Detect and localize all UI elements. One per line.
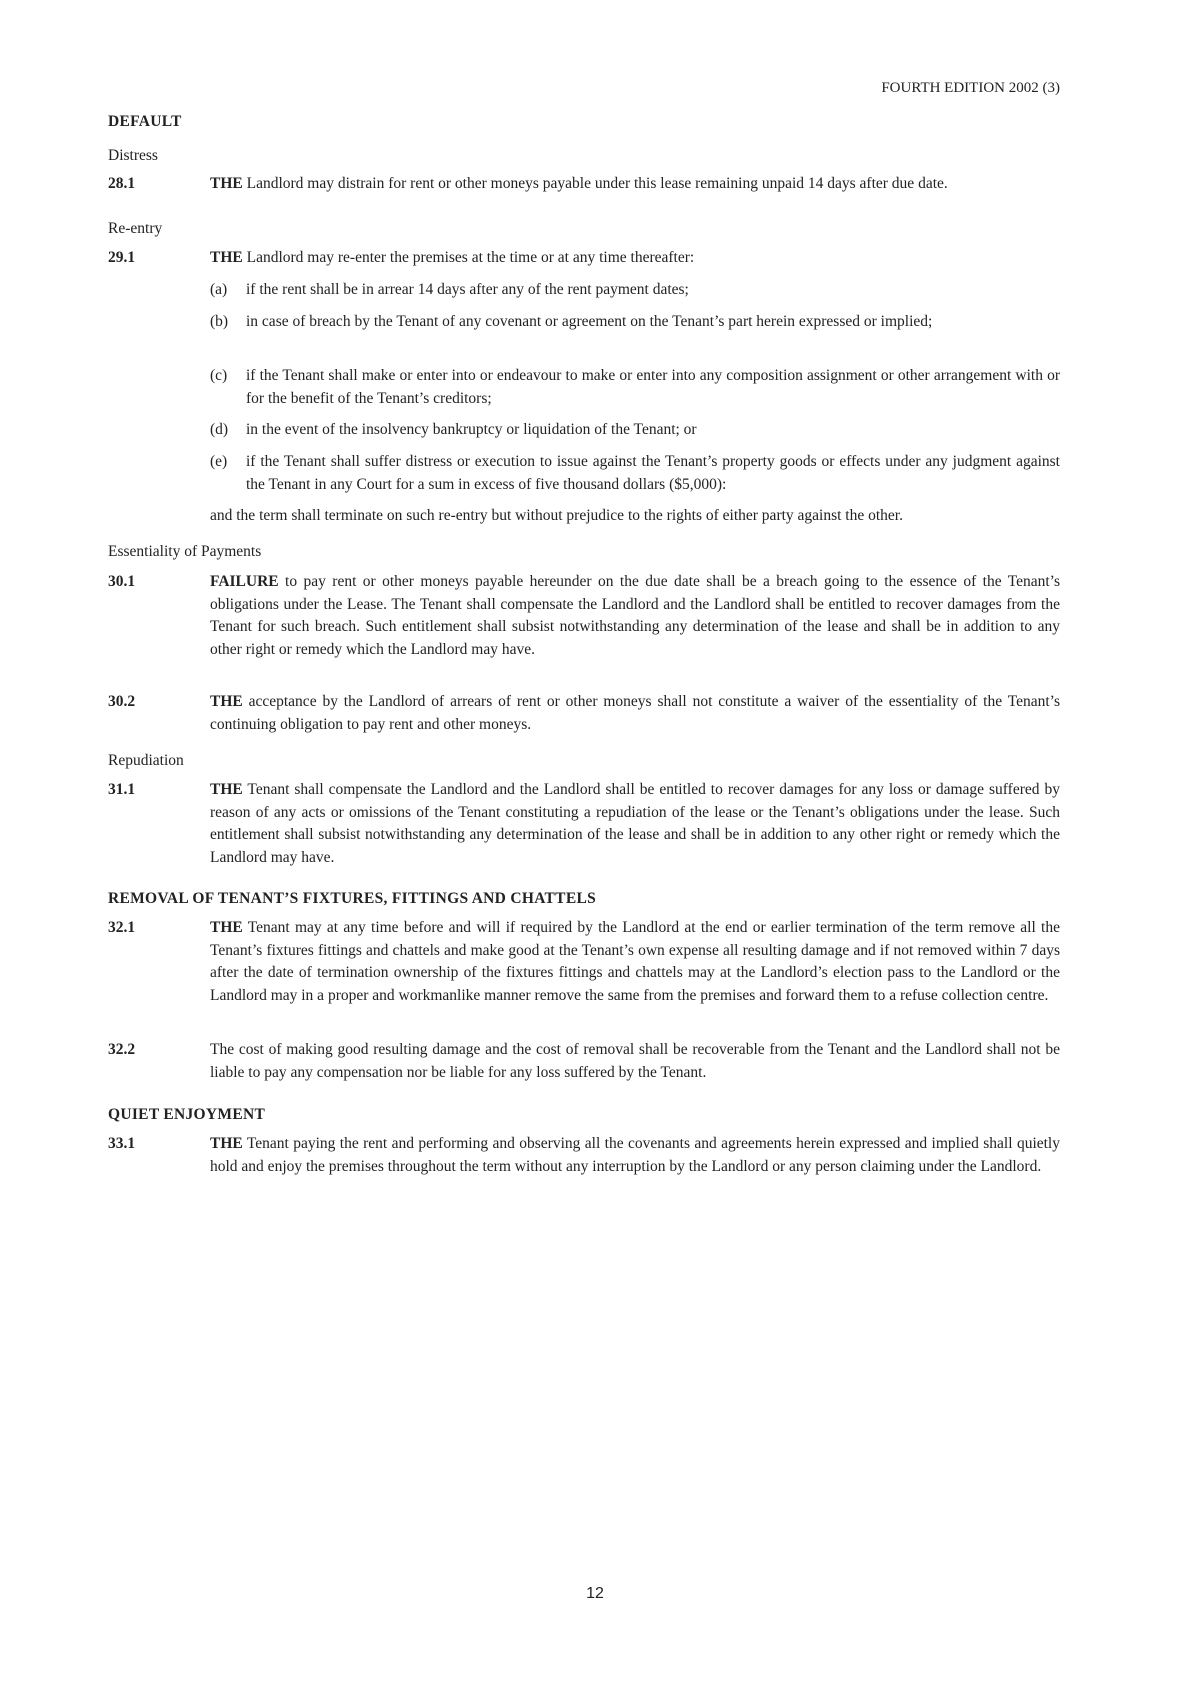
clause-text: to pay rent or other moneys payable hereunder on the due date shall be a breach going to the essence of the Tenant’s obligations under the Lease. The Tenant shall compensate the Landlord and the Landlord shall be entitled to recover damages from the Tenant for such breach. Such entitlement shall subsist notwithstanding any determination of the lease and shall be in addition to any other right or remedy which the Landlord may have. [210,573,1060,658]
subheading-reentry: Re-entry [108,220,163,237]
clause-28-1 [108,173,1060,196]
item-label: (b) [210,313,229,330]
clause-text: Tenant paying the rent and performing and observing all the covenants and agreements herein expressed and implied shall quietly hold and enjoy the premises throughout the term without any interruption by the Landlord or any person claiming under the Landlord. [210,1135,1060,1175]
clause-lead: THE [210,175,243,192]
item-label: (c) [210,367,228,384]
clause-number: 30.2 [108,693,136,710]
item-text: if the Tenant shall suffer distress or execution to issue against the Tenant’s property goods or effects under any judgment against the Tenant in any Court for a sum in excess of five thousand dollars ($5,000): [246,453,1060,493]
item-label: (e) [210,453,228,470]
clause-lead: THE [210,693,243,710]
clause-number: 32.2 [108,1041,136,1058]
clause-lead: THE [210,919,243,936]
clause-number: 31.1 [108,781,136,798]
clause-33-1 [108,1133,1060,1178]
clause-32-2 [108,1039,1060,1084]
clause-text: acceptance by the Landlord of arrears of rent or other moneys shall not constitute a waiver of the essentiality of the Tenant’s continuing obligation to pay rent and other moneys. [210,693,1060,733]
section-heading-removal: REMOVAL OF TENANT’S FIXTURES, FITTINGS AND CHATTELS [108,890,597,907]
clause-number: 29.1 [108,249,136,266]
item-label: (a) [210,281,228,298]
list-item [210,451,1060,496]
subheading-repudiation: Repudiation [108,752,184,769]
clause-30-1 [108,571,1060,661]
clause-29-1 [108,247,1060,270]
clause-text: Landlord may re-enter the premises at the time or at any time thereafter: [242,249,695,266]
subheading-distress: Distress [108,147,158,164]
item-text: in the event of the insolvency bankruptcy or liquidation of the Tenant; or [246,421,697,438]
clause-31-1 [108,779,1060,869]
list-item [210,419,1060,442]
reentry-closing: and the term shall terminate on such re-entry but without prejudice to the rights of either party against the other. [210,507,903,524]
clause-text: Landlord may distrain for rent or other moneys payable under this lease remaining unpaid 14 days after due date. [242,175,948,192]
clause-text: The cost of making good resulting damage and the cost of removal shall be recoverable from the Tenant and the Landlord shall not be liable to pay any compensation nor be liable for any loss suffered by the Tenant. [210,1041,1060,1081]
clause-number: 28.1 [108,175,136,192]
item-text: if the rent shall be in arrear 14 days after any of the rent payment dates; [246,281,689,298]
clause-lead: THE [210,1135,243,1152]
page-number: 12 [586,1585,604,1602]
clause-lead: FAILURE [210,573,279,590]
clause-32-1 [108,917,1060,1007]
clause-lead: THE [210,781,243,798]
clause-number: 30.1 [108,573,136,590]
item-text: if the Tenant shall make or enter into or endeavour to make or enter into any composition assignment or other arrangement with or for the benefit of the Tenant’s creditors; [246,367,1060,407]
list-item [210,365,1060,410]
list-item [210,279,1060,302]
list-item [210,311,1060,334]
section-heading-default: DEFAULT [108,113,182,130]
clause-number: 32.1 [108,919,136,936]
clause-lead: THE [210,249,243,266]
edition-header: FOURTH EDITION 2002 (3) [881,80,1060,96]
section-heading-quiet-enjoyment: QUIET ENJOYMENT [108,1106,266,1123]
subheading-essentiality: Essentiality of Payments [108,543,262,560]
clause-number: 33.1 [108,1135,136,1152]
clause-text: Tenant may at any time before and will if required by the Landlord at the end or earlier termination of the term remove all the Tenant’s fixtures fittings and chattels and make good at the Tenant’s own expense all resulting damage and if not removed within 7 days after the date of termination ownership of the fixtures fittings and chattels may at the Landlord’s election pass to the Landlord or the Landlord may in a proper and workmanlike manner remove the same from the premises and forward them to a refuse collection centre. [210,919,1060,1004]
clause-30-2 [108,691,1060,736]
clause-text: Tenant shall compensate the Landlord and the Landlord shall be entitled to recover damages for any loss or damage suffered by reason of any acts or omissions of the Tenant constituting a repudiation of the lease or the Tenant’s obligations under the lease. Such entitlement shall subsist notwithstanding any determination of the lease and shall be in addition to any other right or remedy which the Landlord may have. [210,781,1060,866]
item-text: in case of breach by the Tenant of any covenant or agreement on the Tenant’s part herein expressed or implied; [246,313,933,330]
item-label: (d) [210,421,229,438]
